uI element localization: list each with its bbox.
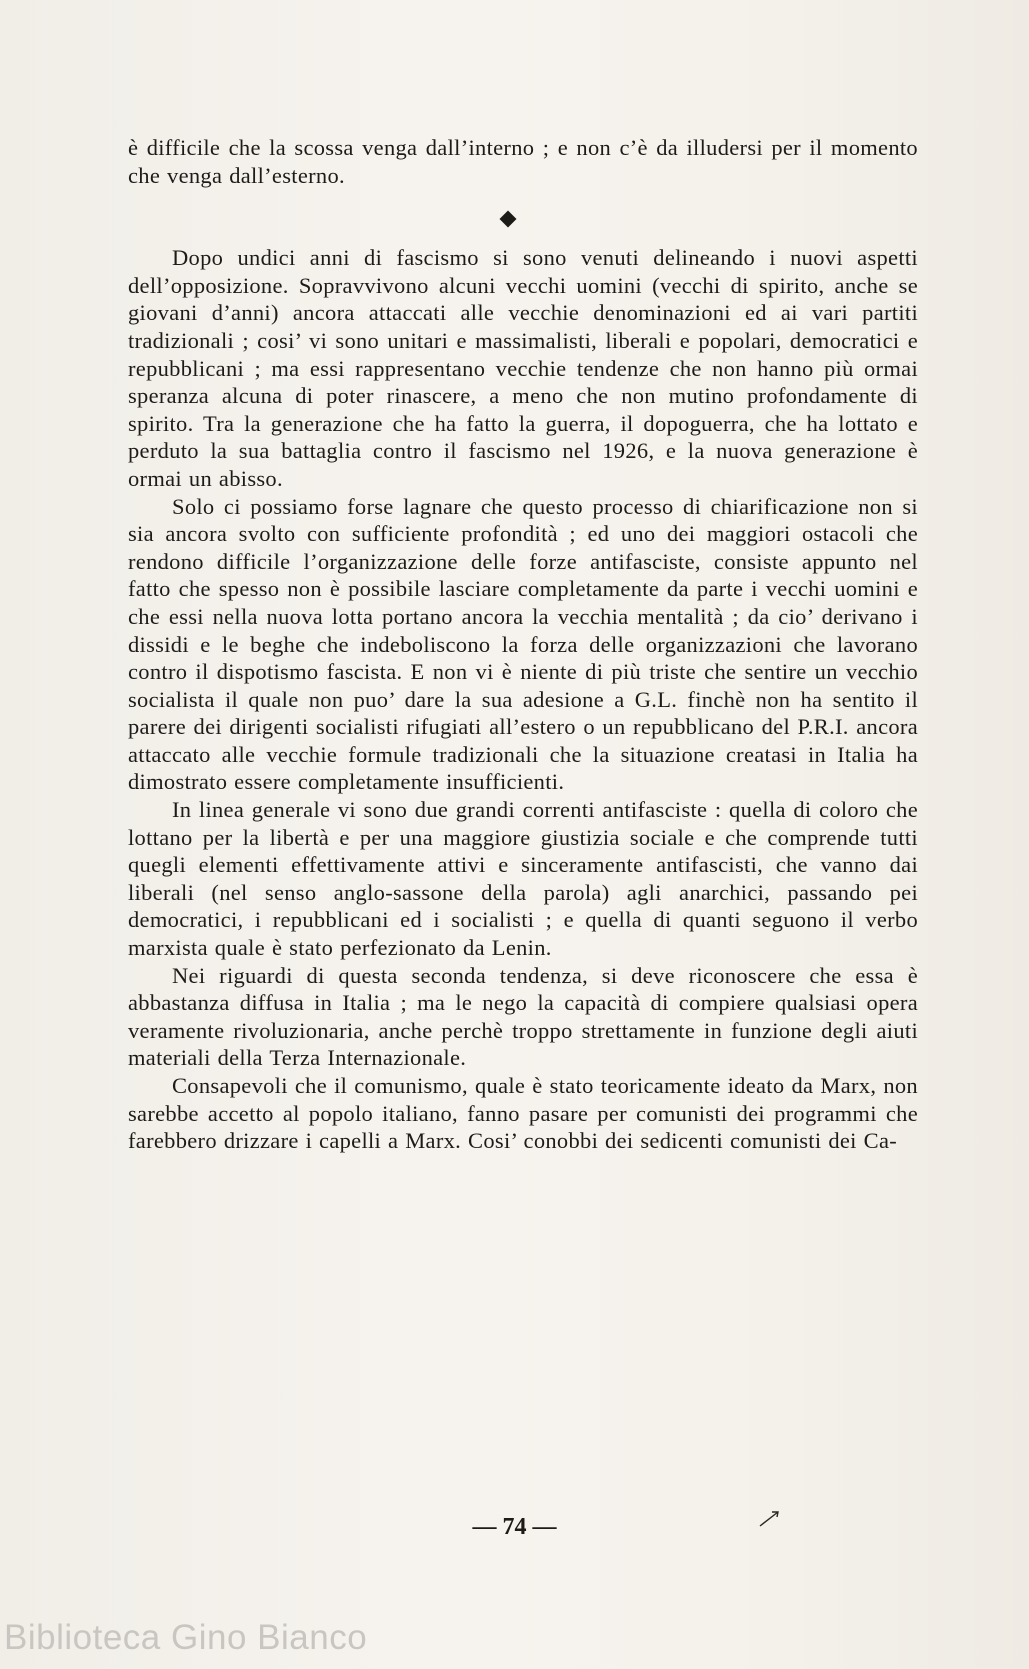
library-watermark: Biblioteca Gino Bianco <box>4 1618 368 1657</box>
diamond-ornament-icon <box>500 211 517 228</box>
paragraph-two-currents: In linea generale vi sono due grandi correnti antifasciste : quella di coloro che lottano per la libertà e per una maggiore giustizia sociale e che comprende tutti quegli elementi effettivamente attivi e sinceramente antifascisti, che vanno dai liberali (nel senso anglo-sassone della parola) agli anarchici, passando pei democratici, i repubblicani ed i socialisti ; e quella di quanti seguono il verbo marxista quale è stato perfezionato da Lenin. <box>128 797 918 961</box>
paragraph-communism: Consapevoli che il comunismo, quale è stato teoricamente ideato da Marx, non sarebbe accetto al popolo italiano, fanno pasare per comunisti dei programmi che farebbero drizzare i capelli a Marx. Cosi’ conobbi dei sedicenti comunisti dei Ca- <box>128 1073 918 1154</box>
body-text <box>128 134 918 1155</box>
section-divider <box>128 189 918 244</box>
page-number: — 74 — <box>472 1514 557 1540</box>
paragraph-clarification: Solo ci possiamo forse lagnare che questo processo di chiarificazione non si sia ancora svolto con sufficiente profondità ; ed uno dei maggiori ostacoli che rendono difficile l’organizzazione delle forze antifasciste, consiste appunto nel fatto che spesso non è possibile lasciare completamente da parte i vecchi uomini e che essi nella nuova lotta portano ancora la vecchia mentalità ; da cio’ derivano i dissidi e le beghe che indeboliscono la forza delle organizzazioni che lavorano contro il dispotismo fascista. E non vi è niente di più triste che sentire un vecchio socialista il quale non puo’ dare la sua adesione a G.L. finchè non ha sentito il parere dei dirigenti socialisti rifugiati all’estero o un repubblicano del P.R.I. ancora attaccato alle vecchie formule tradizionali che la situazione creatasi in Italia ha dimostrato essere completamente insufficienti. <box>128 493 918 795</box>
paragraph-opposition: Dopo undici anni di fascismo si sono venuti delineando i nuovi aspetti dell’opposizione. Sopravvivono alcuni vecchi uomini (vecchi di spirito, anche se giovani d’anni) ancora attaccati alle vecchie denominazioni ed ai vari partiti tradizionali ; cosi’ vi sono unitari e massimalisti, liberali e popolari, democratici e repubblicani ; ma essi rappresentano vecchie tendenze che non hanno più ormai speranza alcuna di poter rinascere, a meno che non mutino profondamente di spirito. Tra la generazione che ha fatto la guerra, il dopoguerra, che ha lottato e perduto la sua battaglia contro il fascismo nel 1926, e la nuova generazione è ormai un abisso. <box>128 245 918 491</box>
paragraph-second-tendency: Nei riguardi di questa seconda tendenza, si deve riconoscere che essa è abbastanza diffusa in Italia ; ma le nego la capacità di compiere qualsiasi opera veramente rivoluzionaria, anche perchè troppo strettamente in funzione degli aiuti materiali della Terza Internazionale. <box>128 962 918 1071</box>
intro-paragraph: è difficile che la scossa venga dall’interno ; e non c’è da illudersi per il momento che venga dall’esterno. <box>128 135 918 188</box>
pencil-mark-icon <box>758 1508 782 1528</box>
